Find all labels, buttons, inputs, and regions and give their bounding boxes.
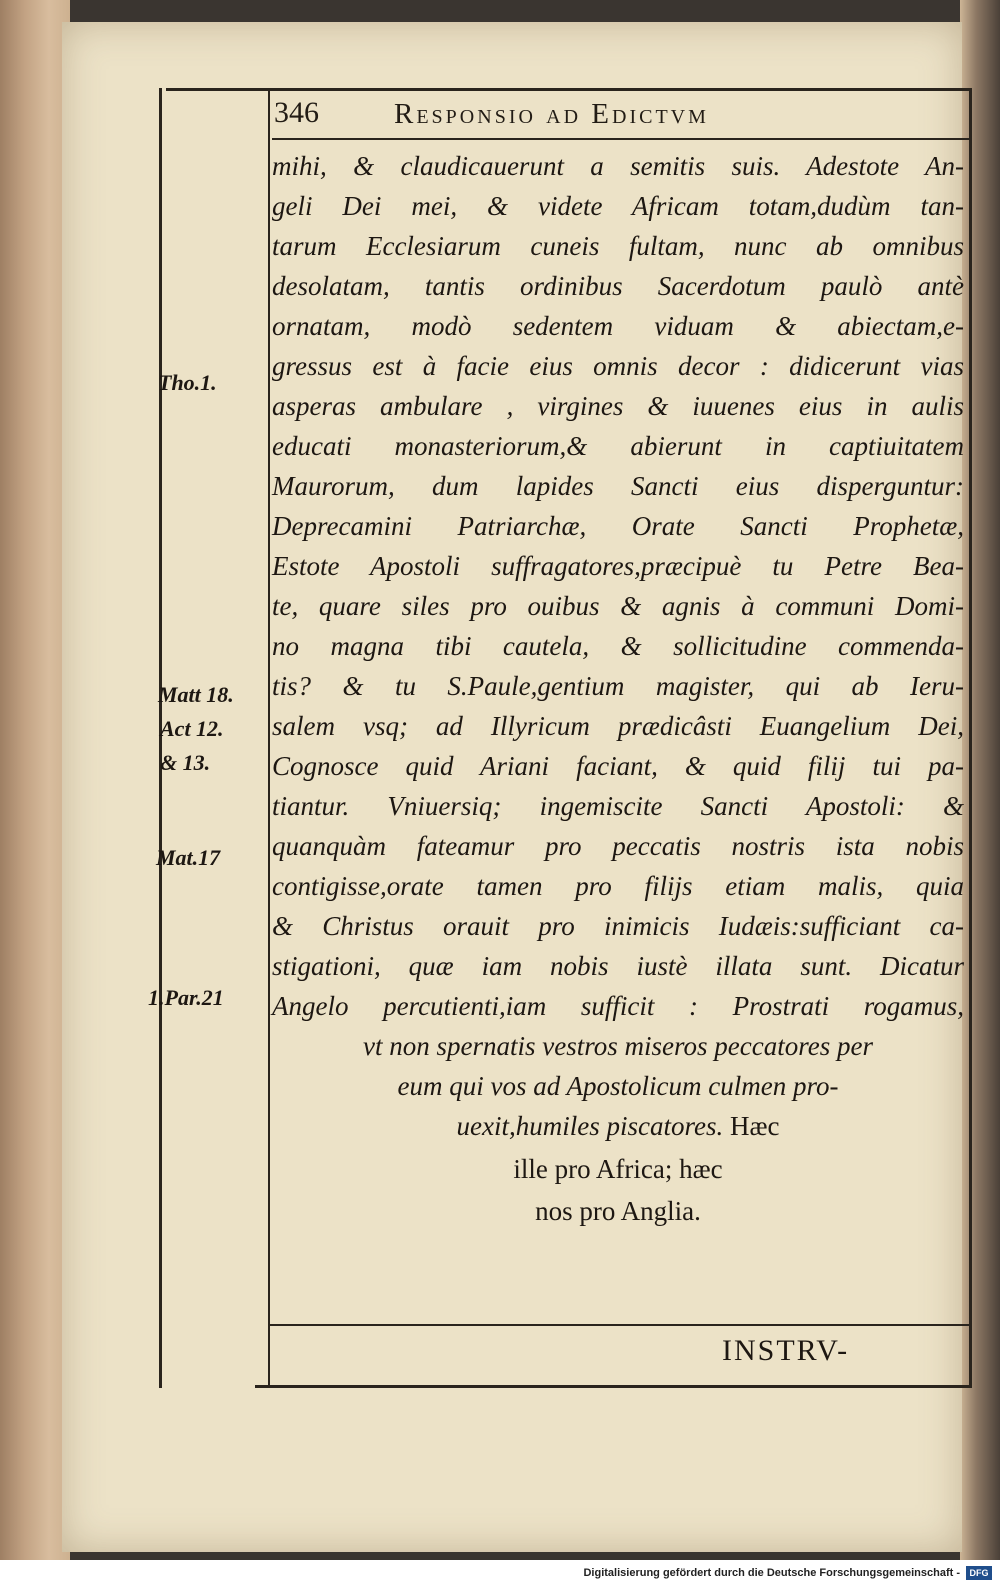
text-line: tarum Ecclesiarum cuneis fultam, nunc ab omnibus bbox=[272, 231, 964, 261]
frame-rule-text-bottom bbox=[268, 1324, 972, 1326]
tail-line: vt non spernatis vestros miseros peccatores per bbox=[363, 1031, 873, 1061]
text-line: geli Dei mei, & videte Africam totam,dudùm tan- bbox=[272, 191, 964, 221]
frame-rule-left-inner bbox=[268, 88, 270, 1388]
haec-word: Hæc bbox=[729, 1111, 780, 1141]
text-line: Cognosce quid Ariani faciant, & quid filij tui pa- bbox=[272, 751, 964, 781]
frame-rule-bottom bbox=[255, 1385, 972, 1388]
text-line: mihi, & claudicauerunt a semitis suis. Adestote An- bbox=[272, 151, 964, 181]
tail-line-anglia: nos pro Anglia. bbox=[535, 1196, 701, 1226]
text-line: desolatam, tantis ordinibus Sacerdotum paulò antè bbox=[272, 271, 964, 301]
book-page bbox=[62, 22, 962, 1552]
text-line: no magna tibi cautela, & sollicitudine commenda- bbox=[272, 631, 964, 661]
text-line: stigationi, quæ iam nobis iustè illata sunt. Dicatur bbox=[272, 951, 964, 981]
margin-note-13: & 13. bbox=[160, 750, 211, 775]
page-number: 346 bbox=[274, 96, 319, 129]
footer-credit: Digitalisierung gefördert durch die Deutsche Forschungsgemeinschaft - bbox=[583, 1567, 960, 1579]
text-line: asperas ambulare , virgines & iuuenes eius in aulis bbox=[272, 391, 964, 421]
dfg-logo: DFG bbox=[966, 1566, 992, 1580]
tail-line bbox=[272, 1106, 964, 1146]
margin-note-tho: Tho.1. bbox=[158, 370, 217, 395]
page-header bbox=[272, 94, 962, 138]
margin-note-1par21: 1.Par.21 bbox=[148, 985, 224, 1010]
footer-bar bbox=[0, 1560, 1000, 1589]
frame-rule-header bbox=[272, 138, 972, 140]
catchword: INSTRV- bbox=[722, 1334, 850, 1367]
margin-note-act12: Act 12. bbox=[160, 716, 224, 741]
text-line: gressus est à facie eius omnis decor : didicerunt vias bbox=[272, 351, 964, 381]
book-edge-right bbox=[960, 0, 1000, 1560]
text-line: salem vsq; ad Illyricum prædicâsti Euangelium Dei, bbox=[272, 711, 964, 741]
frame-rule-top bbox=[166, 88, 972, 91]
text-line: Maurorum, dum lapides Sancti eius disperguntur: bbox=[272, 471, 964, 501]
tail-line-africa: ille pro Africa; hæc bbox=[513, 1154, 723, 1184]
frame-rule-right bbox=[969, 88, 972, 1388]
text-line: ornatam, modò sedentem viduam & abiectam,e- bbox=[272, 311, 964, 341]
text-line: & Christus orauit pro inimicis Iudæis:sufficiant ca- bbox=[272, 911, 964, 941]
margin-note-mat17: Mat.17 bbox=[156, 845, 221, 870]
text-line: quanquàm fateamur pro peccatis nostris ista nobis bbox=[272, 831, 964, 861]
text-line: Estote Apostoli suffragatores,præcipuè tu Petre Bea- bbox=[272, 551, 964, 581]
text-line: Angelo percutienti,iam sufficit : Prostrati rogamus, bbox=[272, 991, 964, 1021]
text-line: Deprecamini Patriarchæ, Orate Sancti Prophetæ, bbox=[272, 511, 964, 541]
text-line: contigisse,orate tamen pro filijs etiam malis, quia bbox=[272, 871, 964, 901]
book-edge-left bbox=[0, 0, 70, 1560]
text-line: educati monasteriorum,& abierunt in captiuitatem bbox=[272, 431, 964, 461]
text-line: tis? & tu S.Paule,gentium magister, qui ab Ieru- bbox=[272, 671, 964, 701]
margin-note-matt18: Matt 18. bbox=[158, 682, 234, 707]
tail-line-italic: uexit,humiles piscatores. bbox=[456, 1111, 724, 1141]
text-line: te, quare siles pro ouibus & agnis à communi Domi- bbox=[272, 591, 964, 621]
running-head: Responsio ad Edictvm bbox=[394, 98, 709, 130]
tail-line: eum qui vos ad Apostolicum culmen pro- bbox=[397, 1071, 839, 1101]
text-line: tiantur. Vniuersiq; ingemiscite Sancti Apostoli: & bbox=[272, 791, 964, 821]
